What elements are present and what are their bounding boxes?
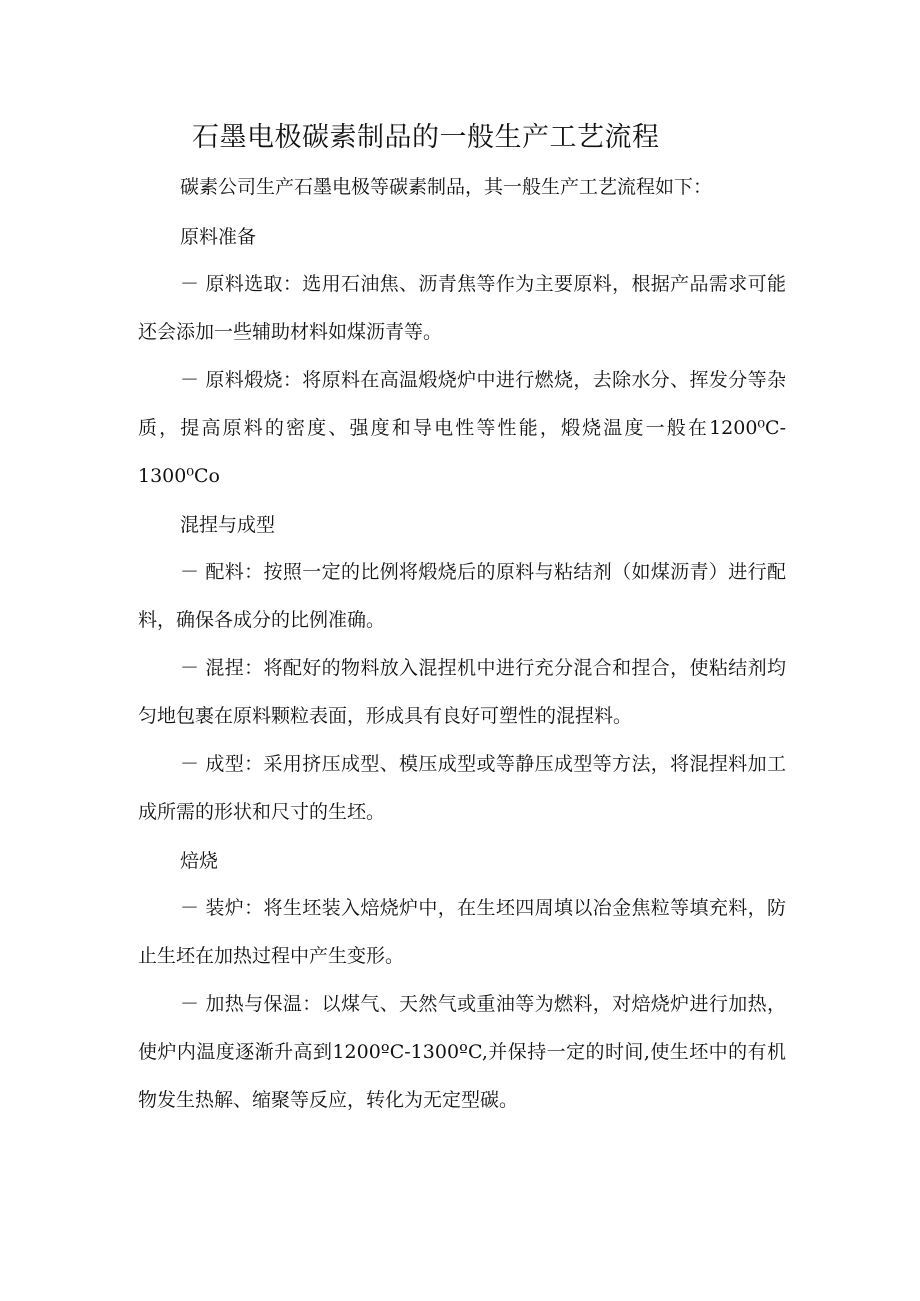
- paragraph-raw-material-calcination: － 原料煅烧：将原料在高温煅烧炉中进行燃烧，去除水分、挥发分等杂质，提高原料的密度、强度和导电性等性能，煅烧温度一般在1200⁰C-1300⁰Co: [138, 369, 786, 487]
- paragraph-batching: － 配料：按照一定的比例将煅烧后的原料与粘结剂（如煤沥青）进行配料，确保各成分的比例准确。: [138, 561, 786, 631]
- intro-paragraph: 碳素公司生产石墨电极等碳素制品，其一般生产工艺流程如下：: [180, 176, 713, 198]
- paragraph-forming: － 成型：采用挤压成型、模压成型或等静压成型等方法，将混捏料加工成所需的形状和尺寸的生坯。: [138, 753, 786, 823]
- paragraph-kneading: － 混捏：将配好的物料放入混捏机中进行充分混合和捏合，使粘结剂均匀地包裹在原料颗粒表面，形成具有良好可塑性的混捏料。: [138, 657, 786, 727]
- section-heading-baking: 焙烧: [180, 850, 219, 872]
- paragraph-heating-holding: － 加热与保温：以煤气、天然气或重油等为燃料，对焙烧炉进行加热，使炉内温度逐渐升高到1200ºC-1300ºC,并保持一定的时间,使生坯中的有机物发生热解、缩聚等反应，转化为无定型碳。: [138, 993, 786, 1111]
- paragraph-furnace-loading: － 装炉：将生坯装入焙烧炉中，在生坯四周填以冶金焦粒等填充料，防止生坯在加热过程中产生变形。: [138, 897, 786, 967]
- document-title: 石墨电极碳素制品的一般生产工艺流程: [192, 122, 660, 153]
- paragraph-raw-material-selection: － 原料选取：选用石油焦、沥青焦等作为主要原料，根据产品需求可能还会添加一些辅助材料如煤沥青等。: [138, 273, 786, 343]
- section-heading-raw-materials: 原料准备: [180, 226, 257, 248]
- section-heading-kneading-forming: 混捏与成型: [180, 514, 276, 536]
